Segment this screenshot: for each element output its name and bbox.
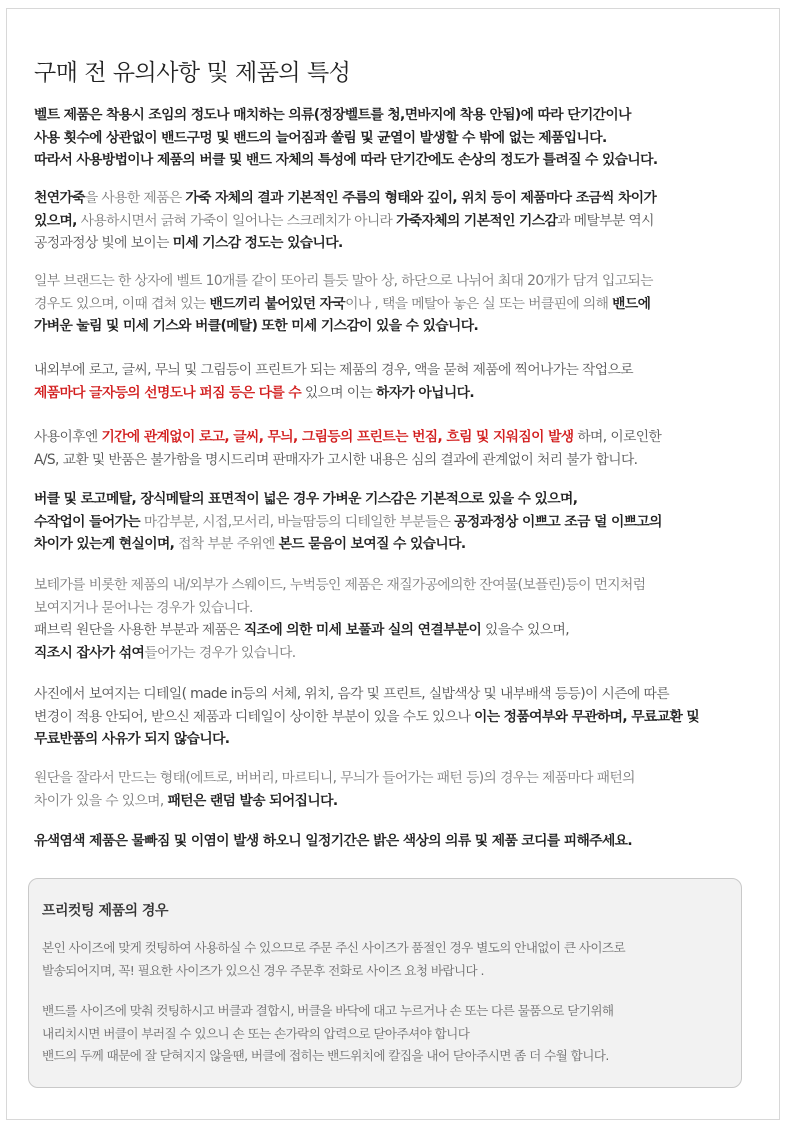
text-segment: 있을수 있으며,	[481, 622, 569, 639]
belt-usage-paragraph	[34, 104, 756, 172]
text-line: 내리치시면 버클이 부러질 수 있으니 손 또는 손가락의 압력으로 닫아주셔야 합니다	[42, 1025, 470, 1041]
text-line: 보테가를 비롯한 제품의 내/외부가 스웨이드, 누벅등인 제품은 재질가공에의한 잔여물(보플린)등이 먼지처럼	[34, 577, 646, 593]
text-segment: 공정과정상 이쁘고 조금 덜 이쁘고의	[454, 513, 662, 530]
text-segment: 밴드끼리 붙어있던 자국	[209, 295, 346, 312]
text-segment: 사용하시면서 긁혀 가죽이 일어나는 스크레치가 아니라	[76, 212, 397, 229]
text-line: 벨트 제품은 착용시 조임의 정도나 매치하는 의류(정장벨트를 청,면바지에 착용 안됨)에 따라 단기간이나	[34, 107, 631, 123]
text-segment: 하며, 이로인한	[573, 429, 662, 445]
text-segment: 변경이 적용 안되어, 받으신 제품과 디테일이 상이한 부분이 있을 수도 있으나	[34, 708, 474, 725]
text-line: 보여지거나 묻어나는 경우가 있습니다.	[34, 599, 253, 616]
text-segment: 을 사용한 제품은	[84, 190, 186, 206]
text-line: 사진에서 보여지는 디테일( made in등의 서체, 위치, 음각 및 프린트, 실밥색상 및 내부배색 등등)이 시즌에 따른	[34, 686, 669, 702]
text-segment: 패턴은 랜덤 발송 되어집니다.	[167, 792, 338, 809]
text-segment: 공정과정상 빛에 보이는	[34, 235, 173, 252]
text-line: 유색염색 제품은 물빠짐 및 이염이 발생 하오니 일정기간은 밝은 색상의 의류 및 제품 코디를 피해주세요.	[34, 833, 633, 849]
precut-notice-text	[42, 937, 732, 982]
dye-paragraph	[34, 830, 756, 853]
pattern-paragraph	[34, 767, 756, 812]
text-line: 일부 브랜드는 한 상자에 벨트 10개를 같이 또아리 틀듯 말아 상, 하단으로 나뉘어 최대 20개가 담겨 입고되는	[34, 273, 653, 289]
leather-paragraph	[34, 187, 756, 255]
text-line: 밴드를 사이즈에 맞춰 컷팅하시고 버클과 결합시, 버클을 바닥에 대고 누르거나 손 또는 다른 물품으로 닫기위해	[42, 1003, 614, 1018]
text-segment: 미세 기스감 정도는 있습니다.	[172, 235, 343, 252]
text-segment: 천연가죽	[34, 190, 85, 206]
print-paragraph	[34, 359, 756, 404]
text-segment: 패브릭 원단을 사용한 부분과 제품은	[34, 622, 244, 639]
text-segment: 본드 묻음이 보여질 수 있습니다.	[278, 536, 466, 553]
text-segment: 과 메탈부분 역시	[557, 212, 654, 229]
text-line: 밴드의 두께 때문에 잘 닫혀지지 않을땐, 버클에 접히는 밴드위치에 칼집을 내어 닫아주시면 좀 더 수월 합니다.	[42, 1048, 609, 1064]
text-segment: 가죽자체의 기본적인 기스감	[396, 212, 558, 229]
text-line: 무료반품의 사유가 되지 않습니다.	[34, 731, 230, 748]
text-segment: 접착 부분 주위엔	[174, 536, 279, 553]
detail-paragraph	[34, 683, 756, 751]
text-line: 원단을 잘라서 만드는 형태(에트로, 버버리, 마르티니, 무늬가 들어가는 패턴 등)의 경우는 제품마다 패턴의	[34, 770, 635, 786]
text-line: 사용 횟수에 상관없이 밴드구멍 및 밴드의 늘어짐과 쏠림 및 균열이 발생할 수 밖에 없는 제품입니다.	[34, 129, 607, 146]
text-segment: 경우도 있으며, 이때 겹쳐 있는	[34, 295, 210, 312]
text-line: 가벼운 눌림 및 미세 기스와 버클(메탈) 또한 미세 기스감이 있을 수 있습니다.	[34, 318, 479, 335]
page-title: 구매 전 유의사항 및 제품의 특성	[34, 60, 351, 86]
metal-paragraph	[34, 488, 756, 556]
text-line: 따라서 사용방법이나 제품의 버클 및 밴드 자체의 특성에 따라 단기간에도 손상의 정도가 틀려질 수 있습니다.	[34, 152, 658, 169]
text-segment: 가죽 자체의 결과 기본적인 주름의 형태와 깊이, 위치 등이 제품마다 조금씩 차이가	[185, 190, 657, 206]
text-segment: 이나 , 택을 메탈아 놓은 실 또는 버클핀에 의해	[345, 295, 613, 312]
text-segment: 수작업이 들어가는	[34, 513, 141, 530]
text-segment: 제품마다 글자등의 선명도나 퍼짐 등은 다를 수	[34, 384, 302, 401]
text-segment: 하자가 아닙니다.	[376, 384, 474, 401]
text-segment: 차이가 있을 수 있으며,	[34, 792, 168, 809]
text-segment: 직조에 의한 미세 보풀과 실의 연결부분이	[243, 622, 482, 639]
text-segment: 들어가는 경우가 있습니다.	[144, 645, 296, 662]
after-use-paragraph	[34, 426, 756, 471]
text-line: A/S, 교환 및 반품은 불가함을 명시드리며 판매자가 고시한 내용은 심의 결과에 관계없이 처리 불가 합니다.	[34, 451, 638, 468]
text-segment: 있으며,	[34, 212, 77, 229]
text-line: 버클 및 로고메탈, 장식메탈의 표면적이 넓은 경우 가벼운 기스감은 기본적으로 있을 수 있으며,	[34, 491, 578, 507]
precut-notice-text	[42, 1000, 732, 1068]
text-line: 본인 사이즈에 맞게 컷팅하여 사용하실 수 있으므로 주문 주신 사이즈가 품절인 경우 별도의 안내없이 큰 사이즈로	[42, 940, 626, 955]
text-line: 발송되어지며, 꼭! 필요한 사이즈가 있으신 경우 주문후 전화로 사이즈 요청 바랍니다 .	[42, 962, 484, 978]
suede-paragraph	[34, 574, 756, 665]
text-segment: 이는 정품여부와 무관하며, 무료교환 및	[474, 708, 700, 725]
text-segment: 있으며 이는	[301, 384, 377, 401]
text-segment: 마감부분, 시접,모서리, 바늘땀등의 디테일한 부분들은	[140, 513, 455, 530]
text-segment: 기간에 관계없이 로고, 글씨, 무늬, 그림등의 프린트는 번짐, 흐림 및 지워짐이 발생	[101, 429, 574, 445]
text-segment: 사용이후엔	[34, 429, 102, 445]
text-segment: 직조시 잡사가 섞여	[34, 645, 145, 662]
text-segment: 밴드에	[612, 295, 651, 312]
text-segment: 차이가 있는게 현실이며,	[34, 536, 175, 553]
precut-notice-title: 프리컷팅 제품의 경우	[42, 903, 168, 919]
text-line: 내외부에 로고, 글씨, 무늬 및 그림등이 프린트가 되는 제품의 경우, 액을 묻혀 제품에 찍어나가는 작업으로	[34, 362, 633, 378]
packaging-paragraph	[34, 270, 756, 338]
